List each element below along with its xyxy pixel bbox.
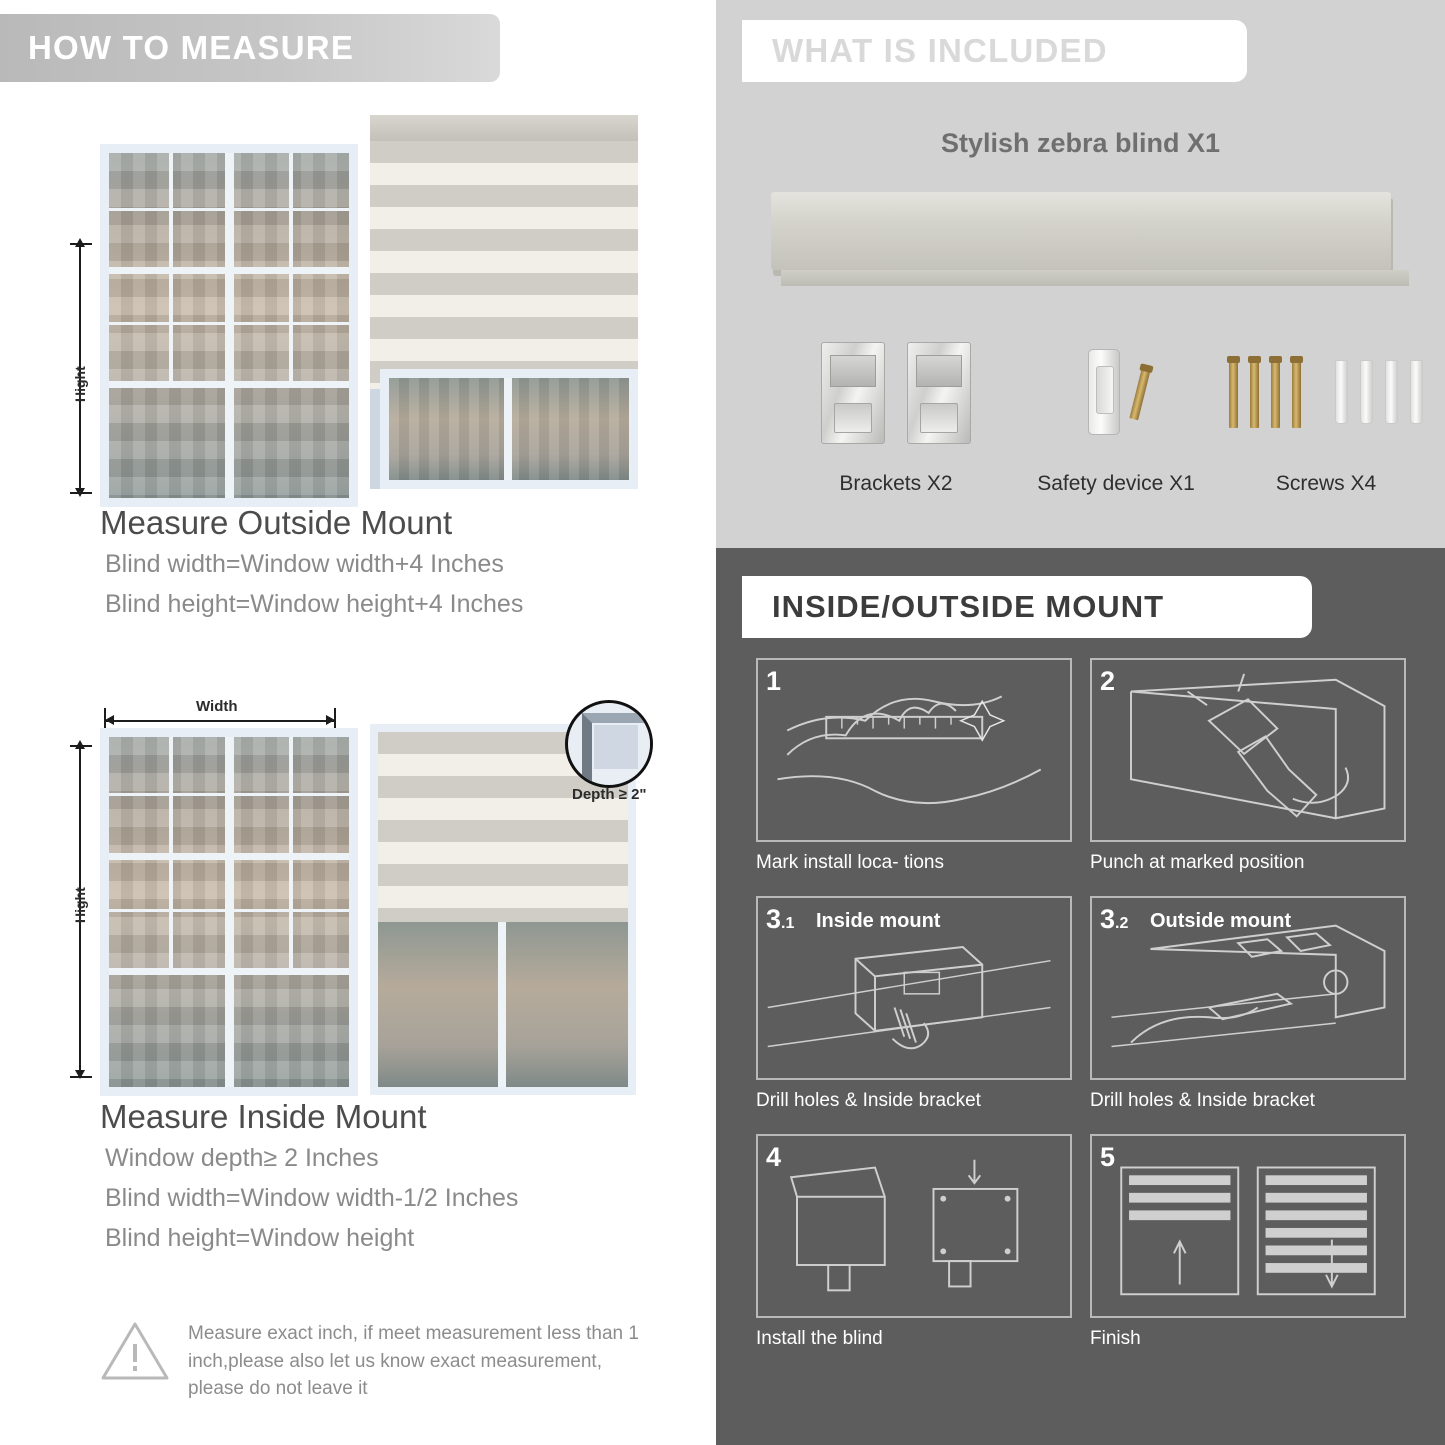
warning-icon <box>100 1320 170 1382</box>
step-1-illustration <box>756 658 1072 842</box>
step-3-2-caption: Drill holes & Inside bracket <box>1090 1090 1315 1111</box>
outside-mount-line-2: Blind height=Window height+4 Inches <box>105 590 524 618</box>
inside-outside-mount-ribbon <box>742 576 1312 638</box>
window-muntin-7 <box>109 793 349 796</box>
mount-step-3-1 <box>756 896 1072 1112</box>
inside-width-line <box>105 720 335 722</box>
inside-height-tick-top <box>70 745 92 747</box>
mount-step-1 <box>756 658 1072 874</box>
what-is-included-ribbon <box>742 20 1247 82</box>
window-mullion-vertical <box>225 153 234 498</box>
safety-device-icon <box>1088 349 1120 435</box>
depth-label: Depth ≥ 2" <box>572 786 647 803</box>
right-column <box>716 0 1445 1445</box>
bracket-icon-2 <box>907 342 971 444</box>
wall-anchor-icon-4 <box>1410 360 1423 424</box>
step-3-1-number: 3.1 <box>766 904 795 934</box>
window-mullion-horizontal-2 <box>109 381 349 388</box>
mount-steps-grid <box>756 658 1406 1350</box>
outside-window-photo <box>100 144 358 507</box>
what-is-included-title: WHAT IS INCLUDED <box>772 32 1108 69</box>
inside-mount-heading: Measure Inside Mount <box>100 1098 427 1135</box>
part-screws-label: Screws X4 <box>1275 472 1377 495</box>
how-to-measure-panel <box>0 0 710 1445</box>
screw-icon-4 <box>1292 356 1301 428</box>
outside-mount-heading: Measure Outside Mount <box>100 504 453 541</box>
mount-step-5 <box>1090 1134 1406 1350</box>
window-muntin-3 <box>109 208 349 211</box>
part-screws <box>1216 340 1436 496</box>
outside-blind-photo <box>370 115 638 489</box>
window-muntin-1 <box>169 153 173 381</box>
window-muntin-6 <box>289 737 293 968</box>
window-mullion-horizontal-1 <box>109 267 349 274</box>
step-2-number: 2 <box>1100 666 1116 696</box>
step-3-1-subtitle: Inside mount <box>816 910 941 932</box>
inside-mount-line-2: Blind width=Window width-1/2 Inches <box>105 1184 519 1212</box>
window-muntin-4 <box>109 322 349 325</box>
outside-height-label: Hight <box>72 366 88 402</box>
measure-note-text: Measure exact inch, if meet measurement less than 1 inch,please also let us know exact measurement, please do not leave it <box>188 1323 639 1400</box>
step-1-caption: Mark install loca- tions <box>756 852 944 873</box>
screw-icon-2 <box>1250 356 1259 428</box>
window-muntin-8 <box>109 909 349 912</box>
mount-step-4 <box>756 1134 1072 1350</box>
part-brackets-label: Brackets X2 <box>839 472 953 495</box>
step-5-caption: Finish <box>1090 1328 1141 1349</box>
inside-outside-mount-panel <box>716 548 1445 1445</box>
step-3-1-illustration <box>756 896 1072 1080</box>
screw-icon-1 <box>1229 356 1238 428</box>
outside-height-tick-top <box>70 243 92 245</box>
bracket-icon-1 <box>821 342 885 444</box>
window-muntin-2 <box>289 153 293 381</box>
how-to-measure-ribbon <box>0 14 500 82</box>
zebra-blind-product-image <box>771 192 1391 270</box>
window-mullion-vertical-2 <box>225 737 234 1087</box>
measure-note <box>100 1320 660 1403</box>
inside-window-lower-view <box>378 922 628 1087</box>
step-3-2-illustration <box>1090 896 1406 1080</box>
outside-mount-block <box>0 92 710 652</box>
step-2-caption: Punch at marked position <box>1090 852 1305 873</box>
outside-mount-line-1: Blind width=Window width+4 Inches <box>105 550 504 578</box>
step-3-1-caption: Drill holes & Inside bracket <box>756 1090 981 1111</box>
step-4-caption: Install the blind <box>756 1328 883 1349</box>
inside-mount-line-3: Blind height=Window height <box>105 1224 415 1252</box>
depth-callout-circle <box>565 700 653 788</box>
blind-zebra-fabric <box>370 141 638 389</box>
wall-anchor-icon-3 <box>1385 360 1398 424</box>
mount-step-2 <box>1090 658 1406 874</box>
window-mullion-horizontal-3 <box>109 853 349 860</box>
inside-mount-line-1: Window depth≥ 2 Inches <box>105 1144 379 1172</box>
inside-height-label: Hight <box>72 887 88 923</box>
step-5-number: 5 <box>1100 1142 1116 1172</box>
window-muntin-5 <box>169 737 173 968</box>
outside-height-tick-bottom <box>70 492 92 494</box>
wall-anchor-icon-2 <box>1360 360 1373 424</box>
step-5-illustration <box>1090 1134 1406 1318</box>
step-3-2-subtitle: Outside mount <box>1150 910 1292 932</box>
outside-window-frame-lower <box>380 369 638 489</box>
inside-width-arrow-left <box>105 715 114 725</box>
inside-outside-mount-title: INSIDE/OUTSIDE MOUNT <box>772 589 1165 624</box>
safety-screw-icon <box>1129 364 1151 421</box>
wall-anchor-icon-1 <box>1335 360 1348 424</box>
how-to-measure-title: HOW TO MEASURE <box>28 29 355 66</box>
lower-mullion <box>504 378 512 480</box>
inside-mount-block <box>0 688 710 1308</box>
product-title: Stylish zebra blind X1 <box>940 128 1221 158</box>
part-safety-device <box>1006 340 1226 496</box>
inside-width-label: Width <box>196 698 238 715</box>
window-mullion-horizontal-4 <box>109 968 349 975</box>
step-3-2-number: 3.2 <box>1100 904 1129 934</box>
step-4-number: 4 <box>766 1142 782 1172</box>
inside-lower-mullion <box>498 922 506 1087</box>
inside-window-photo <box>100 728 358 1096</box>
blind-headrail <box>370 115 638 141</box>
step-4-illustration <box>756 1134 1072 1318</box>
mount-step-3-2 <box>1090 896 1406 1112</box>
step-1-number: 1 <box>766 666 782 696</box>
what-is-included-panel <box>716 0 1445 548</box>
screw-icon-3 <box>1271 356 1280 428</box>
part-safety-device-label: Safety device X1 <box>1037 472 1195 495</box>
step-2-illustration <box>1090 658 1406 842</box>
inside-height-tick-bottom <box>70 1076 92 1078</box>
part-brackets <box>786 340 1006 496</box>
